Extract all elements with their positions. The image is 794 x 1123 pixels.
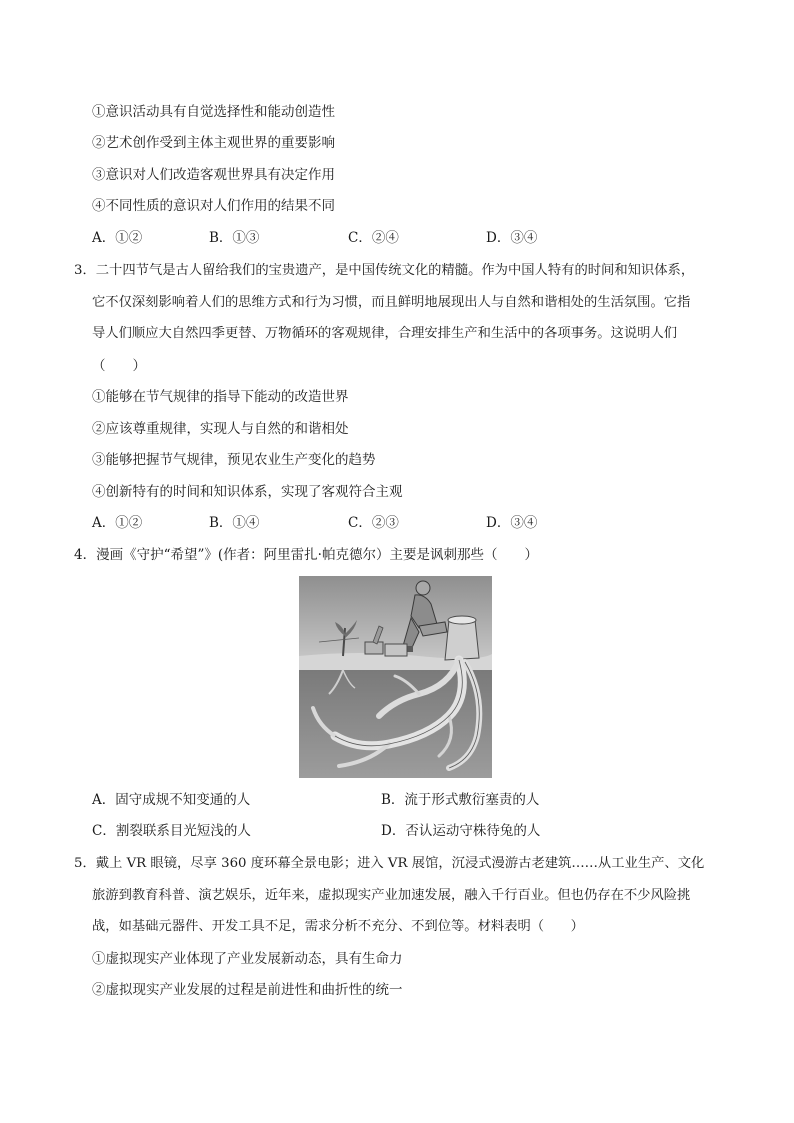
q2-item-4: ④不同性质的意识对人们作用的结果不同 — [92, 198, 335, 214]
q3-option-a: A．①② — [92, 515, 143, 531]
q2-item-2: ②艺术创作受到主体主观世界的重要影响 — [92, 135, 335, 151]
q4-stem: 4．漫画《守护“希望”》(作者：阿里雷扎·帕克德尔）主要是讽刺那些（ ） — [74, 547, 538, 563]
q3-stem-line-1: 3．二十四节气是古人留给我们的宝贵遗产，是中国传统文化的精髓。作为中国人特有的时间和知识体系， — [74, 263, 695, 278]
q3-option-b: B．①④ — [209, 515, 260, 531]
q2-option-b: B．①③ — [209, 230, 260, 246]
cartoon-illustration — [299, 576, 492, 778]
q4-option-d: D．否认运动守株待兔的人 — [381, 823, 541, 839]
q3-item-3: ③能够把握节气规律，预见农业生产变化的趋势 — [92, 452, 376, 468]
q2-option-a: A．①② — [92, 230, 143, 246]
q3-stem-line-2: 它不仅深刻影响着人们的思维方式和行为习惯，而且鲜明地展现出人与自然和谐相处的生活氛围。它指 — [92, 295, 691, 310]
q2-item-1: ①意识活动具有自觉选择性和能动创造性 — [92, 104, 335, 120]
q2-option-d: D．③④ — [486, 230, 538, 246]
q4-option-a: A．固守成规不知变通的人 — [92, 792, 251, 808]
q3-item-2: ②应该尊重规律，实现人与自然的和谐相处 — [92, 421, 349, 437]
q5-stem-line-2: 旅游到教育科普、演艺娱乐，近年来，虚拟现实产业加速发展，融入千行百业。但也仍存在不少风险挑 — [92, 888, 691, 903]
q5-item-2: ②虚拟现实产业发展的过程是前进性和曲折性的统一 — [92, 982, 403, 998]
q3-item-1: ①能够在节气规律的指导下能动的改造世界 — [92, 389, 349, 405]
q3-option-d: D．③④ — [486, 515, 538, 531]
q5-stem-line-3: 战，如基础元器件、开发工具不足，需求分析不充分、不到位等。材料表明（ ） — [92, 919, 584, 934]
q2-option-c: C．②④ — [348, 230, 399, 246]
q4-option-b: B．流于形式敷衍塞责的人 — [381, 792, 540, 808]
q3-answer-blank: （ ） — [92, 358, 146, 374]
q5-stem-line-1: 5．戴上 VR 眼镜，尽享 360 度环幕全景电影；进入 VR 展馆，沉浸式漫游古老建筑……从工业生产、文化 — [74, 856, 705, 871]
q2-item-3: ③意识对人们改造客观世界具有决定作用 — [92, 167, 335, 183]
q5-item-1: ①虚拟现实产业体现了产业发展新动态，具有生命力 — [92, 951, 403, 967]
q3-stem-line-3: 导人们顺应大自然四季更替、万物循环的客观规律，合理安排生产和生活中的各项事务。这说明人们 — [92, 326, 678, 341]
q3-option-c: C．②③ — [348, 515, 399, 531]
q3-item-4: ④创新特有的时间和知识体系，实现了客观符合主观 — [92, 484, 403, 500]
cartoon-image — [299, 576, 492, 778]
q4-option-c: C．割裂联系目光短浅的人 — [92, 823, 251, 839]
